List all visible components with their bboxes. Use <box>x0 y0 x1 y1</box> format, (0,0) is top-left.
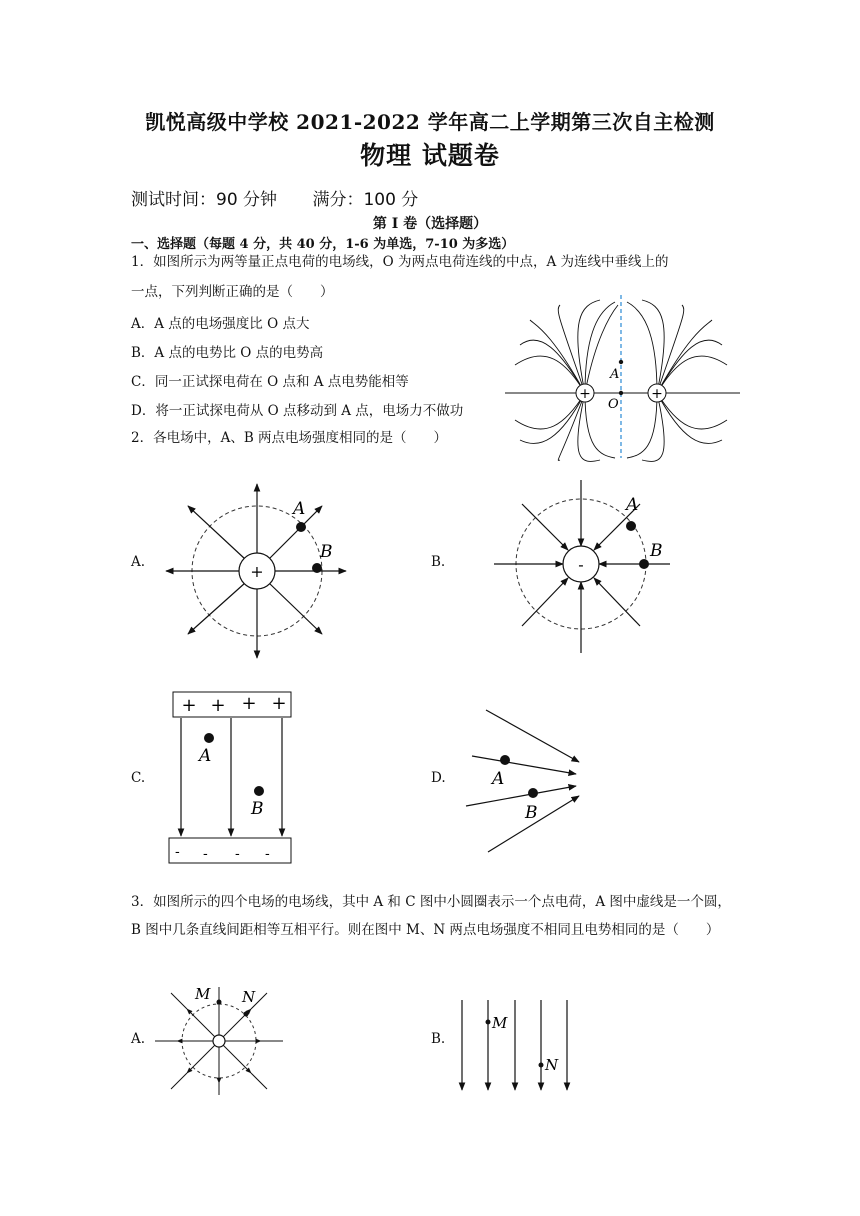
q2c-minus-1: - <box>175 844 180 860</box>
q1-field-figure <box>500 290 745 462</box>
exam-meta <box>131 185 418 210</box>
q1-option-a: A．A 点的电场强度比 O 点大 <box>131 316 310 332</box>
q2c-plus-3: + <box>241 693 257 714</box>
q2c-minus-4: - <box>265 846 270 862</box>
q2-figure-d <box>462 704 587 859</box>
q1-charge-right: + <box>651 386 663 402</box>
q3-option-b-label: B. <box>431 1031 446 1047</box>
q2-stem: 2．各电场中，A、B 两点电场强度相同的是（ ） <box>131 430 448 446</box>
q2c-minus-2: - <box>203 846 208 862</box>
q1-label-a: A <box>610 367 620 382</box>
q3a-label-n: N <box>242 988 256 1006</box>
q2b-label-b: B <box>650 541 663 561</box>
q2-option-d-label: D. <box>431 770 446 786</box>
q1-option-b: B．A 点的电势比 O 点的电势高 <box>131 345 324 361</box>
q1-label-o: O <box>608 397 619 412</box>
q2-figure-c <box>165 688 300 868</box>
q1-charge-left: + <box>579 386 591 402</box>
q2b-charge: - <box>578 555 584 574</box>
q1-option-c: C．同一正试探电荷在 O 点和 A 点电势能相等 <box>131 374 409 390</box>
q2c-label-b: B <box>251 799 264 819</box>
q2-option-a-label: A. <box>131 554 146 570</box>
q2a-charge: + <box>250 562 264 581</box>
q2-figure-a <box>160 480 350 662</box>
q1-stem-line1: 1．如图所示为两等量正点电荷的电场线，O 为两点电荷连线的中点，A 为连线中垂线上的 <box>131 254 669 270</box>
q3-option-a-label: A. <box>131 1031 146 1047</box>
q1-stem-line2: 一点，下列判断正确的是（ ） <box>131 284 334 300</box>
q3b-label-n: N <box>545 1056 559 1074</box>
q2d-label-a: A <box>492 769 505 789</box>
q2-option-c-label: C. <box>131 770 146 786</box>
exam-time: 测试时间：90 分钟 <box>131 190 278 210</box>
q3-stem: 3．如图所示的四个电场的电场线，其中 A 和 C 图中小圆圈表示一个点电荷，A 图中虚线是一个圆，B 图中几条直线间距相等互相平行。则在图中 M、N 两点电场强度不相同且电势相同的是（ ） <box>131 894 731 938</box>
q2c-plus-4: + <box>271 693 287 714</box>
exam-subject-title: 物理 试题卷 <box>360 141 500 170</box>
q2d-label-b: B <box>525 803 538 823</box>
q3-figure-a <box>155 985 285 1095</box>
q2c-plus-1: + <box>181 695 197 716</box>
section-heading: 一、选择题（每题 4 分，共 40 分，1-6 为单选，7-10 为多选） <box>131 237 515 252</box>
q3a-label-m: M <box>195 985 211 1003</box>
part-heading: 第 I 卷（选择题） <box>372 216 488 232</box>
q2c-label-a: A <box>199 746 212 766</box>
q2a-label-a: A <box>293 499 306 519</box>
exam-score: 满分：100 分 <box>312 190 419 210</box>
q2-option-b-label: B. <box>431 554 446 570</box>
exam-school-title: 凯悦高级中学校 2021-2022 学年高二上学期第三次自主检测 <box>145 110 715 134</box>
q3b-label-m: M <box>492 1014 508 1032</box>
q2b-label-a: A <box>626 495 639 515</box>
q2-figure-b <box>490 478 680 658</box>
q2a-label-b: B <box>320 542 333 562</box>
q2c-plus-2: + <box>210 695 226 716</box>
q2c-minus-3: - <box>235 846 240 862</box>
q1-option-d: D．将一正试探电荷从 O 点移动到 A 点，电场力不做功 <box>131 403 464 419</box>
q3-figure-b <box>452 998 577 1093</box>
